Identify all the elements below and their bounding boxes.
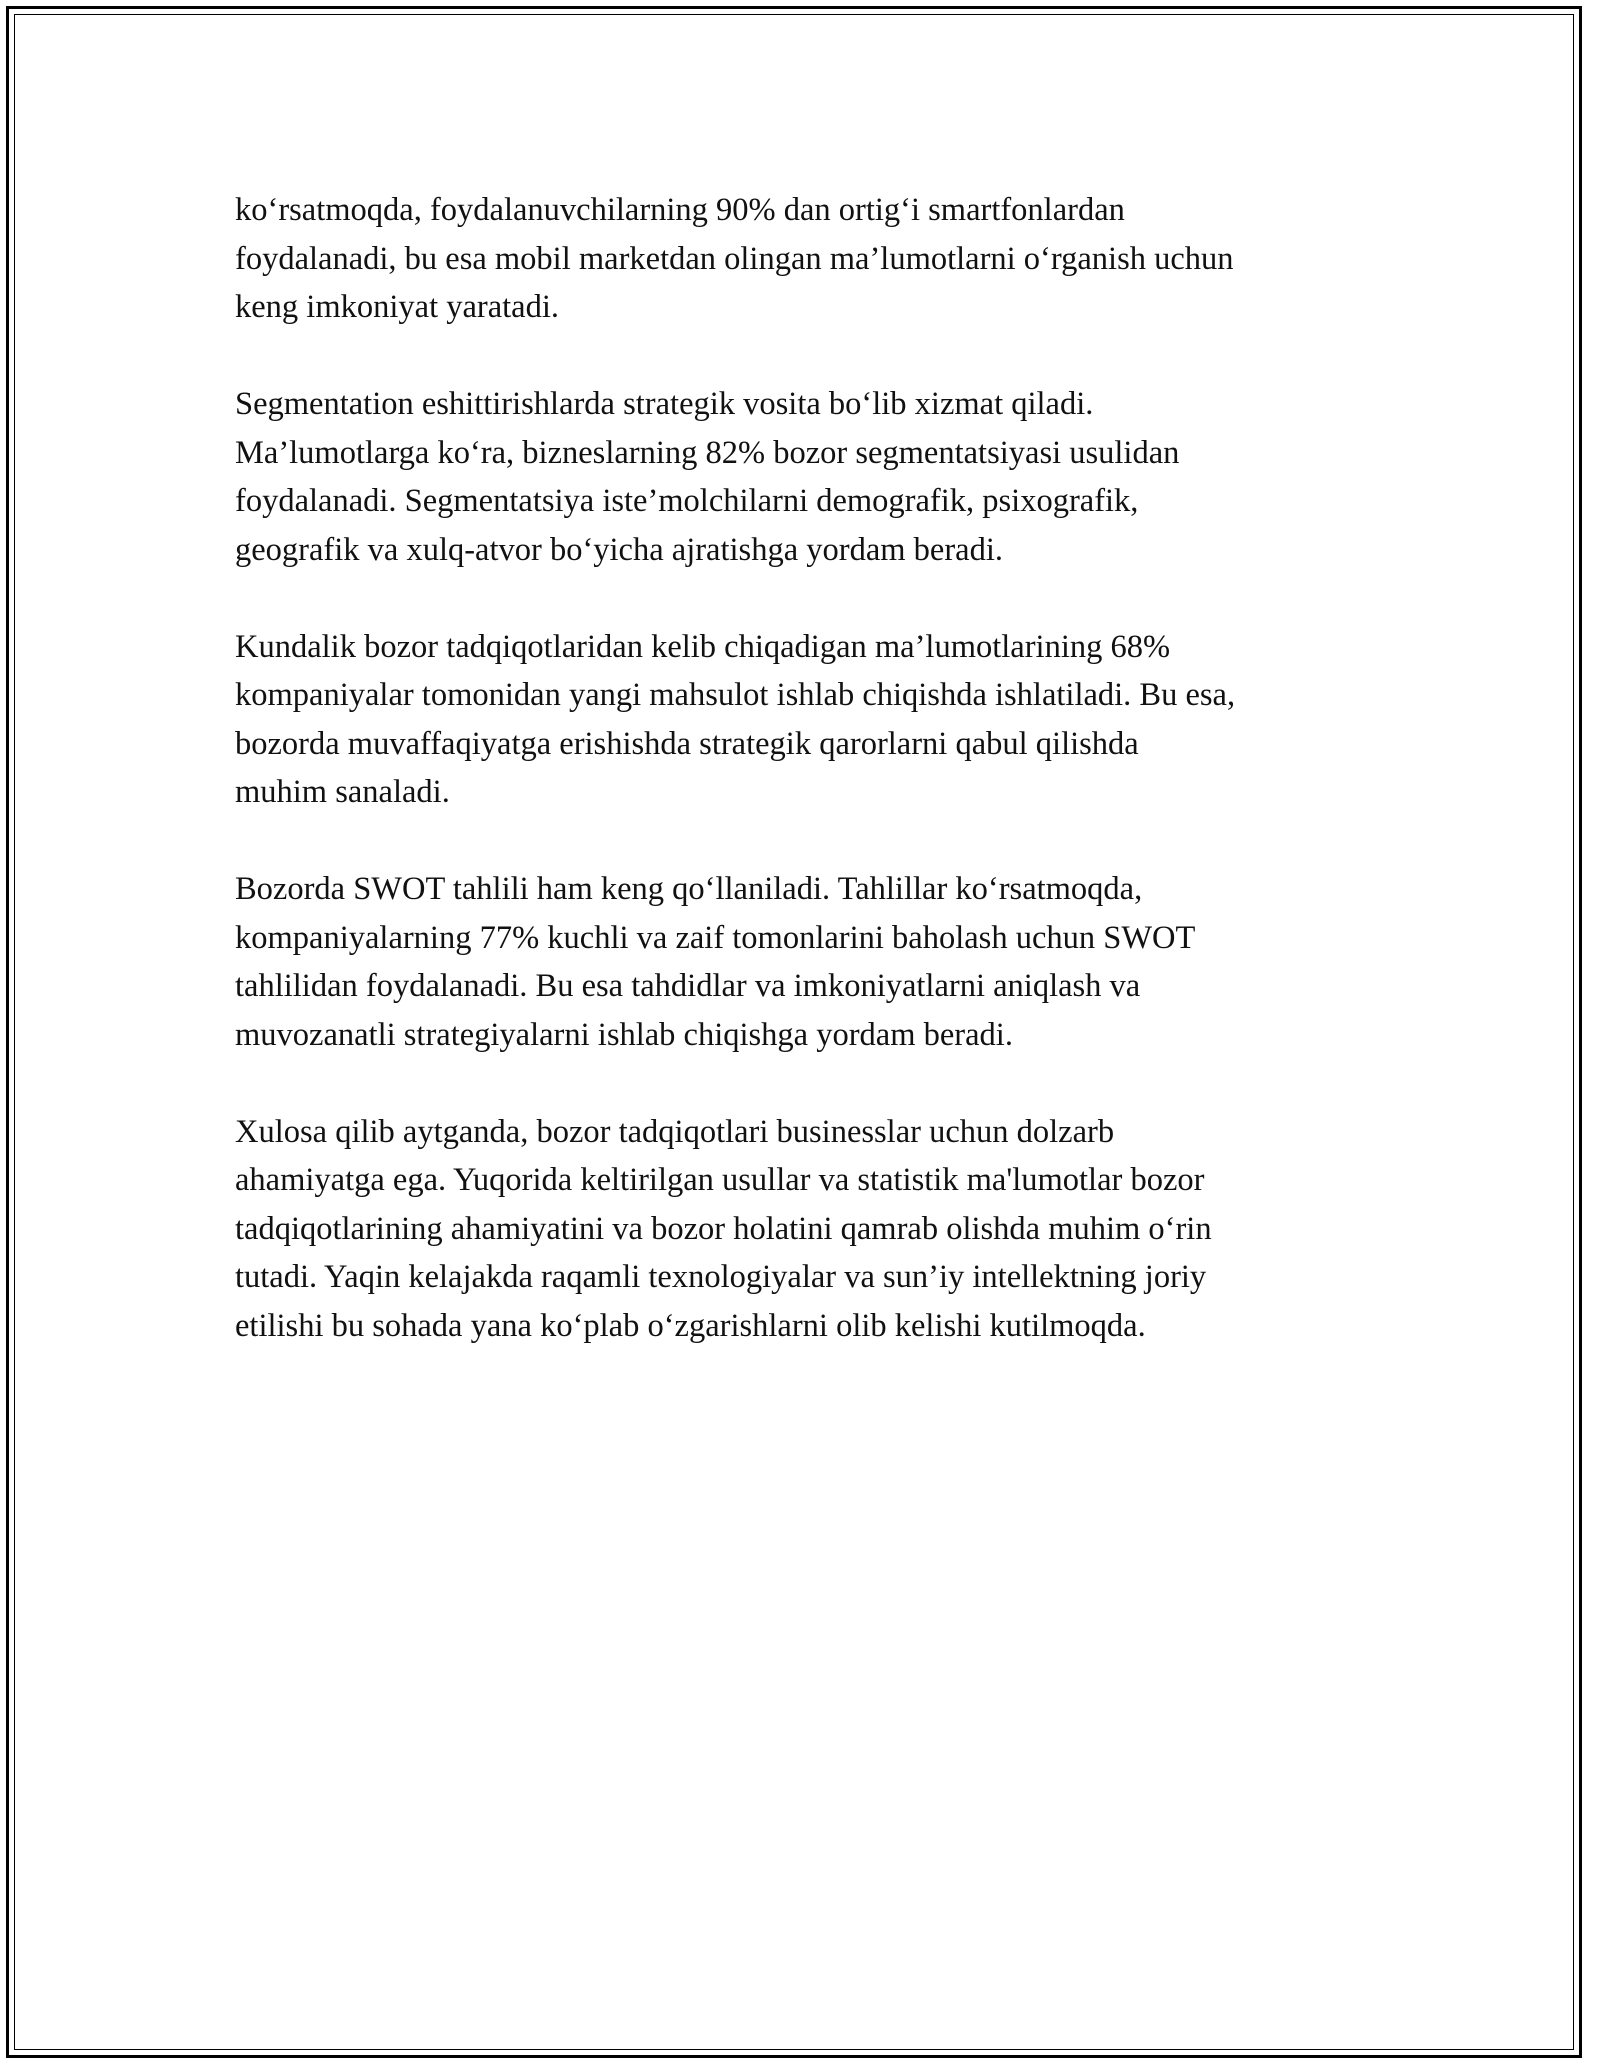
text-line: tahlilidan foydalanadi. Bu esa tahdidlar va imkoniyatlarni aniqlash va [235, 968, 1141, 1004]
text-line: keng imkoniyat yaratadi. [235, 289, 560, 325]
text-line: muhim sanaladi. [235, 774, 450, 810]
text-line: Xulosa qilib aytganda, bozor tadqiqotlari businesslar uchun dolzarb [235, 1113, 1115, 1150]
text-line: Ma’lumotlarga ko‘ra, bizneslarning 82% bozor segmentatsiyasi usulidan [235, 434, 1180, 471]
text-line: ahamiyatga ega. Yuqorida keltirilgan usullar va statistik ma'lumotlar bozor [235, 1162, 1205, 1198]
paragraph-3 [235, 623, 1415, 817]
text-line: kompaniyalar tomonidan yangi mahsulot ishlab chiqishda ishlatiladi. Bu esa, [235, 677, 1236, 713]
text-line: tadqiqotlarining ahamiyatini va bozor holatini qamrab olishda muhim o‘rin [235, 1210, 1212, 1247]
document-body [235, 186, 1415, 1399]
text-line: geografik va xulq-atvor bo‘yicha ajratishga yordam beradi. [235, 531, 1003, 568]
text-line: foydalanadi. Segmentatsiya iste’molchilarni demografik, psixografik, [235, 483, 1139, 519]
paragraph-1 [235, 186, 1415, 332]
text-line: foydalanadi, bu esa mobil marketdan olingan ma’lumotlarni o‘rganish uchun [235, 240, 1234, 277]
text-line: Kundalik bozor tadqiqotlaridan kelib chiqadigan ma’lumotlarining 68% [235, 628, 1171, 665]
paragraph-2 [235, 380, 1415, 574]
text-line: etilishi bu sohada yana ko‘plab o‘zgarishlarni olib kelishi kutilmoqda. [235, 1307, 1146, 1344]
text-line: Segmentation eshittirishlarda strategik vosita bo‘lib xizmat qiladi. [235, 386, 1094, 422]
paragraph-5 [235, 1108, 1415, 1351]
paragraph-4 [235, 865, 1415, 1059]
text-line: Bozorda SWOT tahlili ham keng qo‘llaniladi. Tahlillar ko‘rsatmoqda, [235, 871, 1143, 907]
text-line: ko‘rsatmoqda, foydalanuvchilarning 90% dan ortig‘i smartfonlardan [235, 192, 1125, 228]
text-line: tutadi. Yaqin kelajakda raqamli texnologiyalar va sun’iy intellektning joriy [235, 1259, 1207, 1295]
text-line: bozorda muvaffaqiyatga erishishda strategik qarorlarni qabul qilishda [235, 725, 1139, 762]
text-line: muvozanatli strategiyalarni ishlab chiqishga yordam beradi. [235, 1016, 1013, 1053]
text-line: kompaniyalarning 77% kuchli va zaif tomonlarini baholash uchun SWOT [235, 919, 1196, 956]
